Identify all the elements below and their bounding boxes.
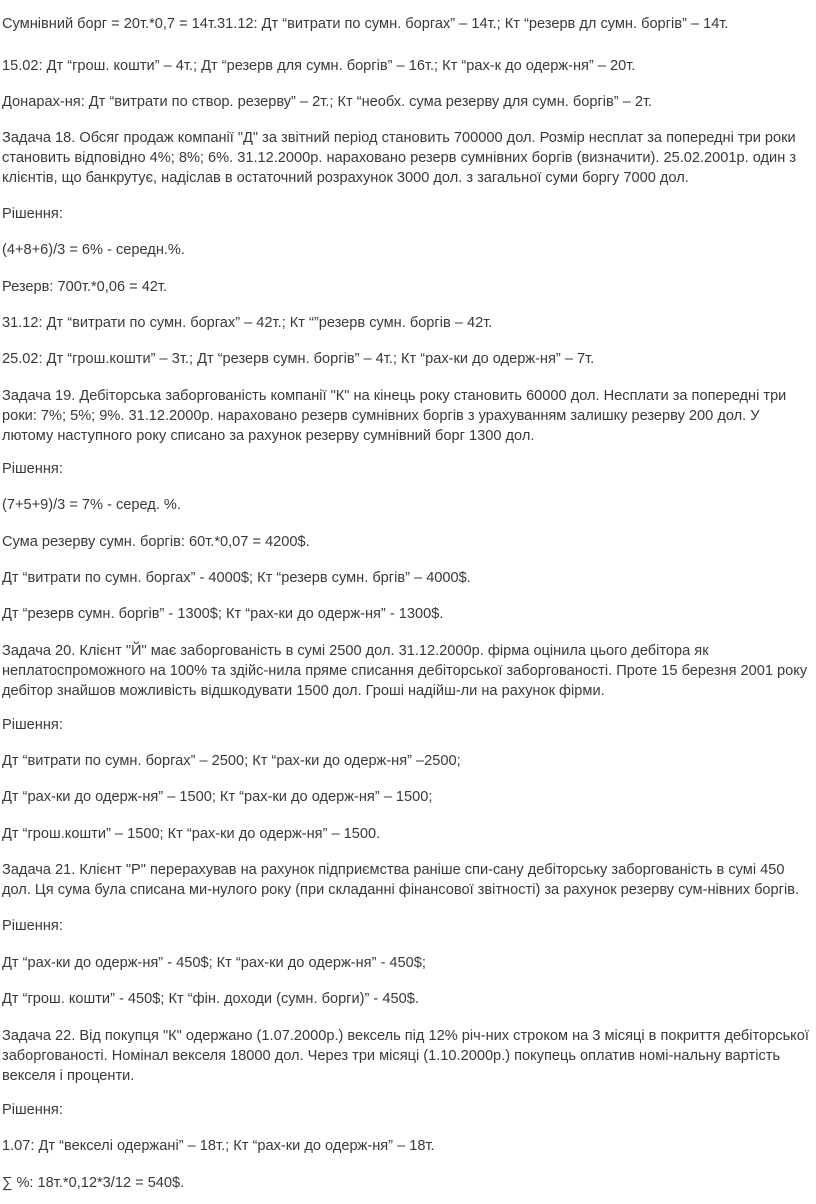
paragraph-reserve-sum: Сума резерву сумн. боргів: 60т.*0,07 = 4200$. [2, 534, 310, 550]
paragraph-solution-heading: Рішення: [2, 717, 63, 733]
paragraph-entry-cash-1500: Дт “грош.кошти” – 1500; Кт “рах-ки до одерж-ня” – 1500. [2, 826, 381, 842]
paragraph-solution-heading: Рішення: [2, 206, 63, 222]
paragraph-entry-expense: Дт “витрати по сумн. боргах” - 4000$; Кт “резерв сумн. бргів” – 4000$. [2, 570, 471, 586]
paragraph-solution-heading: Рішення: [2, 461, 63, 477]
paragraph-average-calc: (7+5+9)/3 = 7% - серед. %. [2, 497, 181, 513]
paragraph-entry-25-02: 25.02: Дт “грош.кошти” – 3т.; Дт “резерв сумн. боргів” – 4т.; Кт “рах-ки до одерж-ня” – 7т. [2, 351, 595, 367]
paragraph-entry-restore-1500: Дт “рах-ки до одерж-ня” – 1500; Кт “рах-ки до одерж-ня” – 1500; [2, 789, 433, 805]
paragraph-solution-heading: Рішення: [2, 1102, 63, 1118]
paragraph-entry-cash-450: Дт “грош. кошти” - 450$; Кт “фін. доходи (сумн. борги)” - 450$. [2, 991, 419, 1007]
paragraph-average-calc: (4+8+6)/3 = 6% - середн.%. [2, 242, 185, 258]
paragraph-task-18: Задача 18. Обсяг продаж компанії "Д" за звітний період становить 700000 дол. Розмір несплат за попередні три роки становить відповідно 4%; 8%; 6%. 31.12.2000р. нараховано резерв сумнівних боргів (визначити). 25.02.2001р. один з клієнтів, що банкрутує, надіслав в остаточний розрахунок 3000 дол. з загальної суми боргу 7000 дол. [2, 130, 797, 186]
paragraph-task-22: Задача 22. Від покупця "К" одержано (1.07.2000р.) вексель під 12% річ-них строком на 3 місяці в покриття дебіторської заборгованості. Номінал векселя 18000 дол. Через три місяці (1.10.2000р.) покупець оплатив номі-нальну вартість векселя і проценти. [2, 1028, 809, 1084]
paragraph-task-20: Задача 20. Клієнт "Й" має заборгованість в сумі 2500 дол. 31.12.2000р. фірма оцінила цього дебітора як неплатоспроможного на 100% та здійс-нила пряме списання дебіторської заборгованості. Проте 15 березня 2001 року дебітор знайшов можливість відшкодувати 1500 дол. Гроші надійш-ли на рахунок фірми. [2, 643, 808, 699]
paragraph-task-19: Задача 19. Дебіторська заборгованість компанії "К" на кінець року становить 60000 дол. Несплати за попередні три роки: 7%; 5%; 9%. 31.12.2000р. нараховано резерв сумнівних боргів з урахуванням залишку резерву 200 дол. У лютому наступного року списано за рахунок резерву сумнівний борг 1300 дол. [2, 388, 787, 444]
paragraph-reserve-calc: Резерв: 700т.*0,06 = 42т. [2, 279, 168, 295]
paragraph-entry-31-12: 31.12: Дт “витрати по сумн. боргах” – 42т.; Кт “”резерв сумн. боргів – 42т. [2, 315, 493, 331]
paragraph-bad-debt-calc: Сумнівний борг = 20т.*0,7 = 14т.31.12: Дт “витрати по сумн. боргах” – 14т.; Кт “резерв дл сумн. боргів” – 14т. [2, 16, 729, 32]
paragraph-entry-bill-received: 1.07: Дт “векселі одержані” – 18т.; Кт “рах-ки до одерж-ня” – 18т. [2, 1138, 435, 1154]
paragraph-task-21: Задача 21. Клієнт "Р" перерахував на рахунок підприємства раніше спи-сану дебіторську заборгованість в сумі 450 дол. Ця сума була списана ми-нулого року (при складанні фінансової звітності) за рахунок резерву сум-нівних боргів. [2, 862, 800, 898]
paragraph-interest-calc: ∑ %: 18т.*0,12*3/12 = 540$. [2, 1175, 185, 1191]
paragraph-entry-writeoff: Дт “резерв сумн. боргів” - 1300$; Кт “рах-ки до одерж-ня” - 1300$. [2, 606, 444, 622]
paragraph-additional-accrual: Донарах-ня: Дт “витрати по створ. резерву” – 2т.; Кт “необх. сума резерву для сумн. боргів” – 2т. [2, 94, 653, 110]
paragraph-solution-heading: Рішення: [2, 918, 63, 934]
paragraph-entry-15-02: 15.02: Дт “грош. кошти” – 4т.; Дт “резерв для сумн. боргів” – 16т.; Кт “рах-к до одерж-ня” – 20т. [2, 58, 636, 74]
paragraph-entry-writeoff-2500: Дт “витрати по сумн. боргах” – 2500; Кт “рах-ки до одерж-ня” –2500; [2, 753, 461, 769]
paragraph-entry-receivable-450: Дт “рах-ки до одерж-ня” - 450$; Кт “рах-ки до одерж-ня” - 450$; [2, 955, 426, 971]
